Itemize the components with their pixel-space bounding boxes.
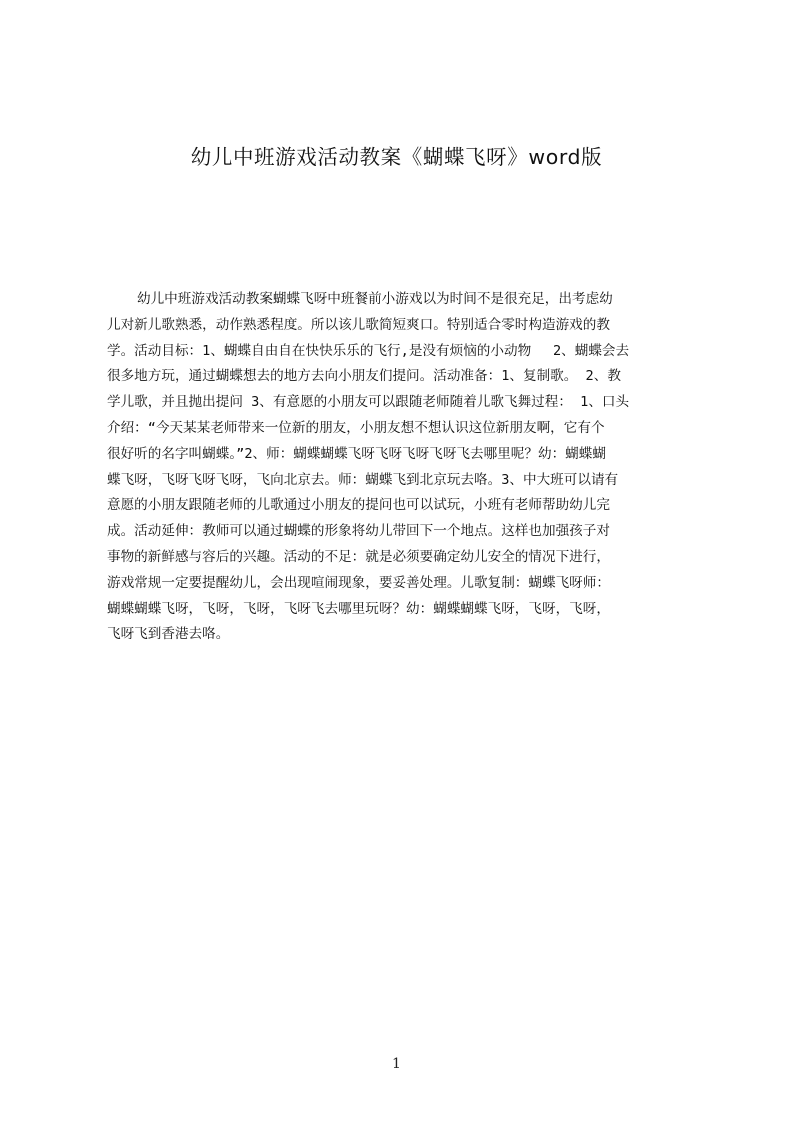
body-line-5: 学儿歌，并且抛出提问 3、有意愿的小朋友可以跟随老师随着儿歌飞舞过程： 1、口头 [107,394,630,411]
body-line-14: 飞呀飞到香港去咯。 [107,626,230,643]
body-line-12: 游戏常规一定要提醒幼儿，会出现喧闹现象，要妥善处理。儿歌复制：蝴蝶飞呀师： [107,574,610,591]
body-line-3: 学。活动目标：1、蝴蝶自由自在快快乐乐的飞行,是没有烦恼的小动物 2、蝴蝶会去 [107,342,630,359]
body-line-8: 蝶飞呀，飞呀飞呀飞呀，飞向北京去。师：蝴蝶飞到北京玩去咯。3、中大班可以请有 [107,471,619,488]
body-line-10: 成。活动延伸：教师可以通过蝴蝶的形象将幼儿带回下一个地点。这样也加强孩子对 [107,523,610,540]
body-line-11: 事物的新鲜感与容后的兴趣。活动的不足：就是必须要确定幼儿安全的情况下进行， [107,548,610,565]
body-line-2: 儿对新儿歌熟悉，动作熟悉程度。所以该儿歌简短爽口。特别适合零时构造游戏的教 [107,316,610,333]
body-line-7: 很好听的名字叫蝴蝶。”2、师：蝴蝶蝴蝶飞呀飞呀飞呀飞呀飞去哪里呢？幼：蝴蝶蝴 [107,445,606,462]
document-body [107,287,698,687]
body-line-1: 幼儿中班游戏活动教案蝴蝶飞呀中班餐前小游戏以为时间不是很充足，出考虑幼 [137,291,613,307]
body-line-4: 很多地方玩，通过蝴蝶想去的地方去向小朋友们提问。活动准备：1、复制歌。 2、教 [107,368,621,385]
document-title: 幼儿中班游戏活动教案《蝴蝶飞呀》word版 [190,145,603,169]
page-number: 1 [392,1056,401,1072]
body-line-6: 介绍：“今天某某老师带来一位新的朋友，小朋友想不想认识这位新朋友啊，它有个 [107,419,605,436]
body-line-9: 意愿的小朋友跟随老师的儿歌通过小朋友的提问也可以试玩，小班有老师帮助幼儿完 [107,497,610,514]
body-line-13: 蝴蝶蝴蝶飞呀，飞呀，飞呀，飞呀飞去哪里玩呀？幼：蝴蝶蝴蝶飞呀，飞呀，飞呀， [107,600,610,617]
